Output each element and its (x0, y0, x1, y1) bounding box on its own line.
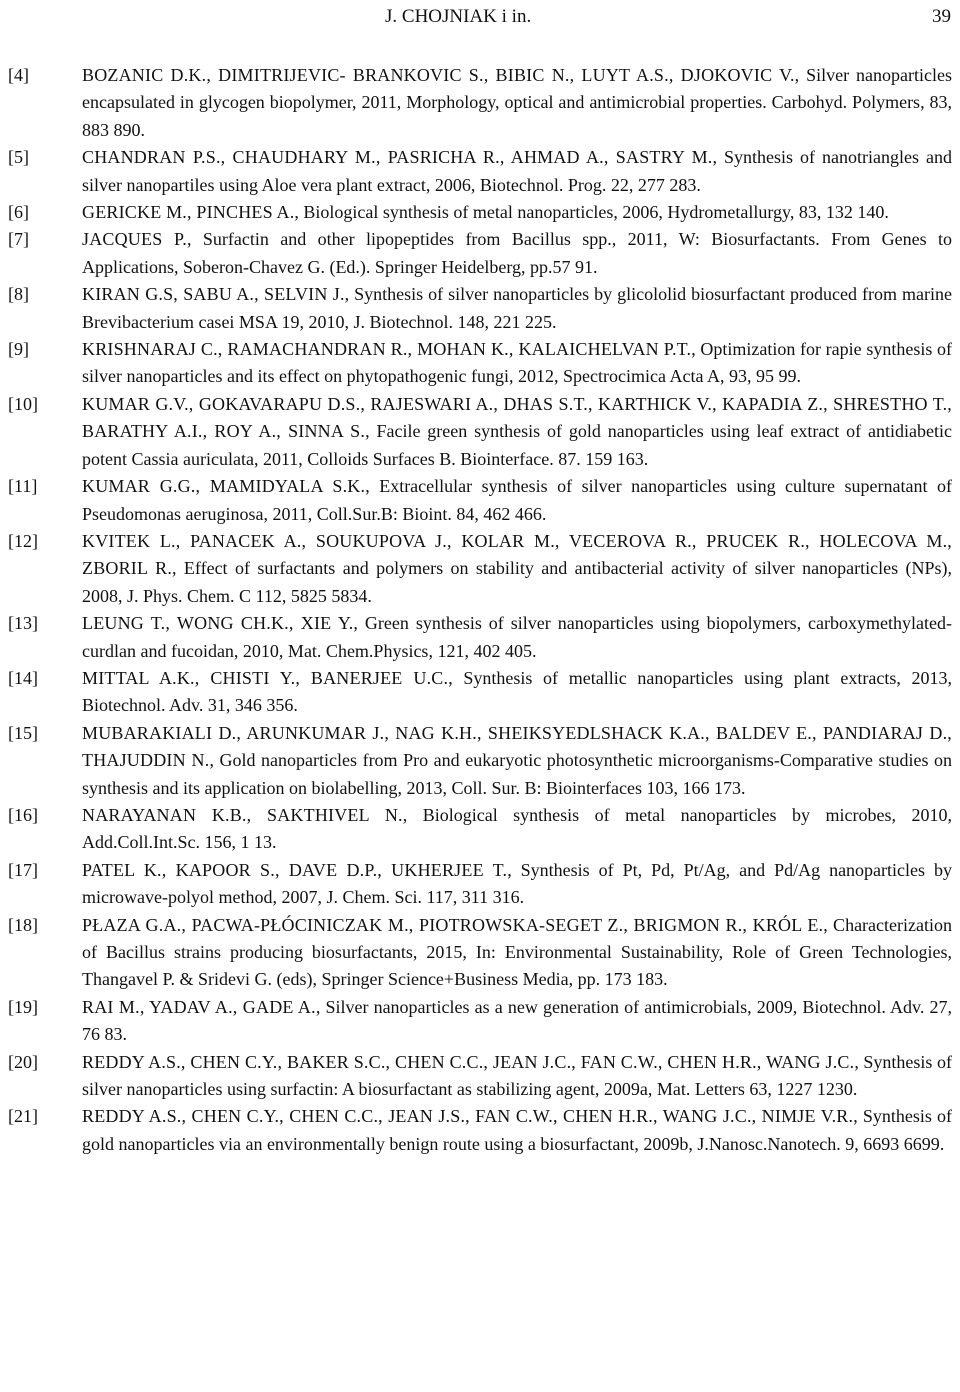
reference-details: , Green synthesis of silver nanoparticles using biopolymers, carboxymethylated-curdlan and fucoidan, 2010, Mat. Chem.Physics, 121, 402 405. (82, 613, 952, 661)
reference-details: , Gold nanoparticles from Pro and eukaryotic photosynthetic microorganisms-Comparative studies on synthesis and its application on biolabelling, 2013, Coll. Sur. B: Biointerfaces 103, 166 173. (82, 750, 953, 798)
reference-authors: LEUNG T., WONG CH.K., XIE Y. (82, 613, 354, 634)
reference-item (8, 912, 952, 994)
page-header (0, 4, 960, 30)
reference-text (82, 226, 952, 281)
reference-text (82, 720, 952, 802)
reference-text (82, 391, 952, 473)
reference-item (8, 528, 952, 610)
reference-number: [16] (8, 804, 38, 825)
reference-text (82, 199, 952, 226)
reference-details: , Extracellular synthesis of silver nanoparticles using culture supernatant of Pseudomonas aeruginosa, 2011, Coll.Sur.B: Bioint. 84, 462 466. (82, 476, 952, 524)
reference-details: , Optimization for rapie synthesis of silver nanoparticles and its effect on phytopathogenic fungi, 2012, Spectrocimica Acta A, 93, 95 99. (82, 339, 952, 387)
reference-details: , Facile green synthesis of gold nanoparticles using leaf extract of antidiabetic potent Cassia auriculata, 2011, Colloids Surfaces B. Biointerface. 87. 159 163. (82, 421, 953, 469)
reference-text (82, 665, 952, 720)
reference-item (8, 144, 952, 199)
reference-text (82, 473, 952, 528)
reference-authors: REDDY A.S., CHEN C.Y., BAKER S.C., CHEN C.C., JEAN J.C., FAN C.W., CHEN H.R., WANG J.C. (82, 1051, 855, 1072)
reference-authors: NARAYANAN K.B., SAKTHIVEL N. (82, 804, 403, 825)
reference-text (82, 994, 952, 1049)
reference-item (8, 199, 952, 226)
reference-number: [20] (8, 1051, 38, 1072)
reference-list (8, 62, 952, 1158)
reference-item (8, 281, 952, 336)
reference-authors: JACQUES P. (82, 229, 187, 250)
reference-number: [14] (8, 667, 38, 688)
reference-authors: MITTAL A.K., CHISTI Y., BANERJEE U.C. (82, 667, 449, 688)
reference-details: , Silver nanoparticles encapsulated in glycogen biopolymer, 2011, Morphology, optical and antimicrobial properties. Carbohyd. Polymers, 83, 883 890. (82, 65, 952, 140)
reference-authors: CHANDRAN P.S., CHAUDHARY M., PASRICHA R., AHMAD A., SASTRY M. (82, 147, 713, 168)
reference-authors: KVITEK L., PANACEK A., SOUKUPOVA J., KOLAR M., VECEROVA R., PRUCEK R., HOLECOVA M., ZBORIL R. (82, 530, 952, 579)
reference-text (82, 802, 952, 857)
reference-item (8, 1049, 952, 1104)
reference-authors: RAI M., YADAV A., GADE A. (82, 996, 316, 1017)
reference-details: , Synthesis of nanotriangles and silver nanopartiles using Aloe vera plant extract, 2006, Biotechnol. Prog. 22, 277 283. (82, 147, 953, 195)
reference-authors: MUBARAKIALI D., ARUNKUMAR J., NAG K.H., SHEIKSYEDLSHACK K.A., BALDEV E., PANDIARAJ D., THAJUDDIN N. (82, 722, 952, 771)
reference-item (8, 473, 952, 528)
reference-text (82, 528, 952, 610)
reference-number: [6] (8, 202, 29, 223)
reference-number: [11] (8, 476, 38, 497)
reference-details: , Synthesis of Pt, Pd, Pt/Ag, and Pd/Ag nanoparticles by microwave-polyol method, 2007, J. Chem. Sci. 117, 311 316. (82, 859, 953, 908)
page-number: 39 (932, 6, 951, 27)
reference-number: [13] (8, 613, 38, 634)
reference-number: [17] (8, 859, 38, 880)
reference-details: , Biological synthesis of metal nanoparticles, 2006, Hydrometallurgy, 83, 132 140. (294, 202, 889, 223)
reference-details: , Biological synthesis of metal nanoparticles by microbes, 2010, Add.Coll.Int.Sc. 156, 1 13. (82, 804, 952, 853)
reference-text (82, 144, 952, 199)
reference-details: , Synthesis of silver nanoparticles by glicololid biosurfactant produced from marine Brevibacterium casei MSA 19, 2010, J. Biotechnol. 148, 221 225. (82, 284, 952, 332)
reference-details: , Surfactin and other lipopeptides from Bacillus spp., 2011, W: Biosurfactants. From Genes to Applications, Soberon-Chavez G. (Ed.). Springer Heidelberg, pp.57 91. (82, 229, 952, 277)
reference-authors: BOZANIC D.K., DIMITRIJEVIC- BRANKOVIC S., BIBIC N., LUYT A.S., DJOKOVIC V. (82, 65, 795, 85)
reference-authors: KUMAR G.V., GOKAVARAPU D.S., RAJESWARI A., DHAS S.T., KARTHICK V., KAPADIA Z., SHRESTHO T., BARATHY A.I., ROY A., SINNA S. (82, 393, 952, 442)
reference-text (82, 336, 952, 391)
reference-item (8, 720, 952, 802)
reference-number: [12] (8, 530, 38, 551)
reference-details: , Synthesis of silver nanoparticles using surfactin: A biosurfactant as stabilizing agent, 2009a, Mat. Letters 63, 1227 1230. (82, 1051, 952, 1100)
reference-number: [7] (8, 229, 29, 250)
reference-item (8, 610, 952, 665)
reference-number: [10] (8, 393, 38, 414)
reference-authors: KRISHNARAJ C., RAMACHANDRAN R., MOHAN K., KALAICHELVAN P.T. (82, 339, 692, 360)
reference-text (82, 1049, 952, 1104)
reference-item (8, 1103, 952, 1158)
reference-details: , Synthesis of gold nanoparticles via an environmentally benign route using a biosurfactant, 2009b, J.Nanosc.Nanotech. 9, 6693 6699. (82, 1106, 952, 1154)
reference-text (82, 1103, 952, 1158)
reference-details: , Silver nanoparticles as a new generation of antimicrobials, 2009, Biotechnol. Adv. 27, 76 83. (82, 996, 952, 1045)
reference-details: , Synthesis of metallic nanoparticles using plant extracts, 2013, Biotechnol. Adv. 31, 346 356. (82, 667, 953, 716)
reference-item (8, 994, 952, 1049)
reference-item (8, 857, 952, 912)
reference-number: [5] (8, 147, 29, 168)
reference-number: [4] (8, 65, 29, 85)
running-title: J. CHOJNIAK i in. (385, 6, 532, 27)
reference-number: [21] (8, 1106, 38, 1127)
reference-item (8, 802, 952, 857)
reference-authors: REDDY A.S., CHEN C.Y., CHEN C.C., JEAN J.S., FAN C.W., CHEN H.R., WANG J.C., NIMJE V.R. (82, 1106, 854, 1127)
reference-item (8, 391, 952, 473)
reference-number: [15] (8, 722, 38, 743)
reference-text (82, 281, 952, 336)
reference-text (82, 857, 952, 912)
reference-number: [9] (8, 339, 29, 360)
reference-text (82, 610, 952, 665)
reference-authors: KUMAR G.G., MAMIDYALA S.K. (82, 476, 366, 497)
reference-item (8, 62, 952, 144)
reference-item (8, 336, 952, 391)
reference-item (8, 665, 952, 720)
reference-number: [8] (8, 284, 29, 305)
reference-details: , Characterization of Bacillus strains producing biosurfactants, 2015, In: Environmental Sustainability, Role of Green Technologies, Thangavel P. & Sridevi G. (eds), Springer Science+Business Media, pp. 173 183. (82, 914, 952, 990)
reference-number: [18] (8, 914, 38, 935)
reference-authors: GERICKE M., PINCHES A. (82, 202, 295, 223)
reference-authors: KIRAN G.S, SABU A., SELVIN J. (82, 284, 345, 305)
reference-number: [19] (8, 996, 38, 1017)
reference-text (82, 912, 952, 994)
reference-authors: PATEL K., KAPOOR S., DAVE D.P., UKHERJEE T. (82, 859, 508, 880)
reference-authors: PŁAZA G.A., PACWA-PŁÓCINICZAK M., PIOTROWSKA-SEGET Z., BRIGMON R., KRÓL E. (82, 914, 824, 935)
reference-text (82, 62, 952, 144)
reference-details: , Effect of surfactants and polymers on stability and antibacterial activity of silver nanoparticles (NPs), 2008, J. Phys. Chem. C 112, 5825 5834. (82, 558, 952, 606)
reference-item (8, 226, 952, 281)
